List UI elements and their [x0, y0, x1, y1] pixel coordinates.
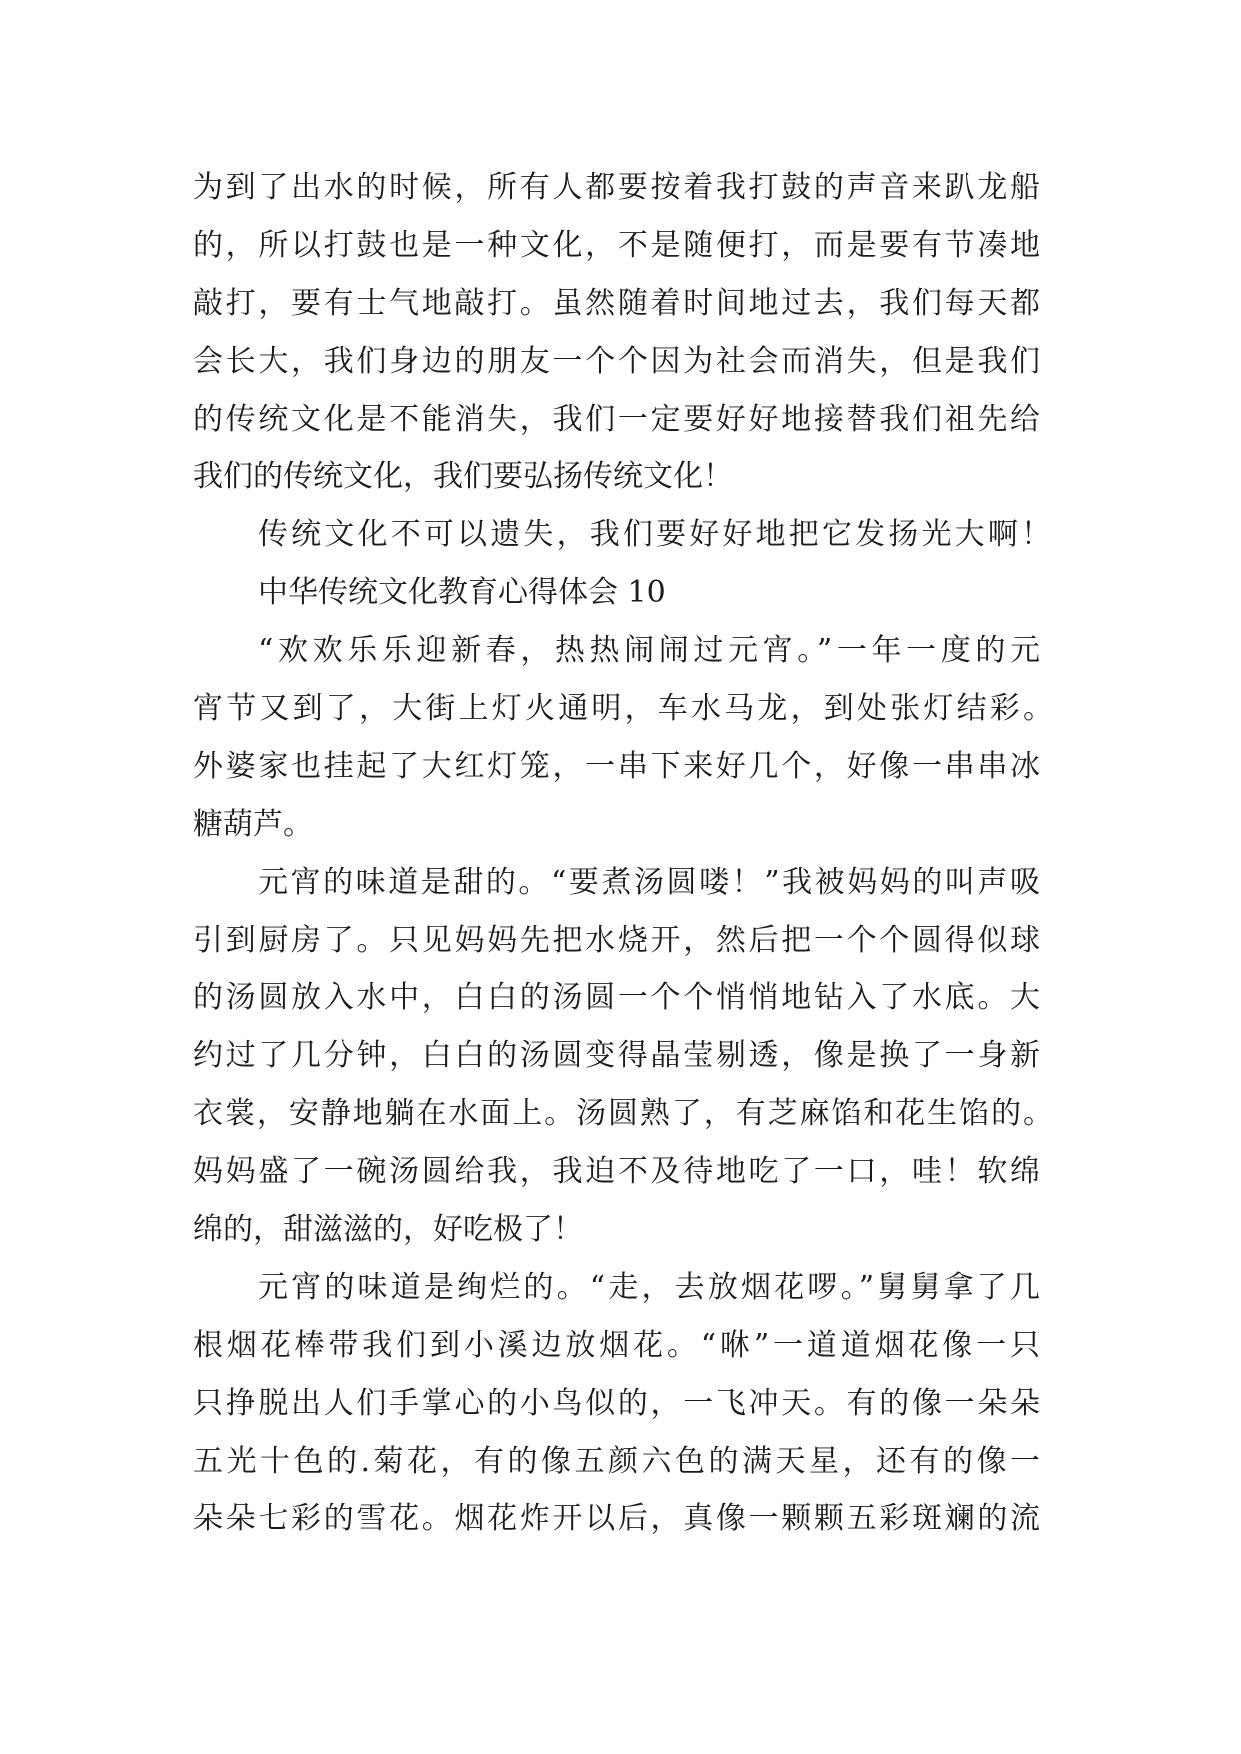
text-line: 的汤圆放入水中，白白的汤圆一个个悄悄地钻入了水底。大 — [193, 980, 1040, 1016]
text-line: 传统文化不可以遗失，我们要好好地把它发扬光大啊！ — [258, 517, 1051, 553]
text-line: 五光十色的.菊花，有的像五颜六色的满天星，还有的像一 — [193, 1443, 1040, 1479]
paragraph-intro — [193, 622, 1063, 854]
text-line: 宵节又到了，大街上灯火通明，车水马龙，到处张灯结彩。 — [193, 691, 1053, 727]
paragraph-fireworks — [193, 1259, 1063, 1548]
text-line: 约过了几分钟，白白的汤圆变得晶莹剔透，像是换了一身新 — [193, 1038, 1040, 1074]
text-line: 衣裳，安静地躺在水面上。汤圆熟了，有芝麻馅和花生馅的。 — [193, 1096, 1053, 1132]
text-line: 只挣脱出人们手掌心的小鸟似的，一飞冲天。有的像一朵朵 — [193, 1385, 1040, 1421]
text-line: 为到了出水的时候，所有人都要按着我打鼓的声音来趴龙船 — [193, 170, 1040, 205]
text-line: 敲打，要有士气地敲打。虽然随着时间地过去，我们每天都 — [193, 285, 1040, 321]
text-line: “欢欢乐乐迎新春，热热闹闹过元宵。”一年一度的元 — [258, 633, 1040, 669]
text-line: 糖葫芦。 — [193, 806, 313, 842]
text-line: 妈妈盛了一碗汤圆给我，我迫不及待地吃了一口，哇！软绵 — [193, 1154, 1040, 1190]
text-line: 的传统文化是不能消失，我们一定要好好地接替我们祖先给 — [193, 401, 1040, 437]
text-line: 元宵的味道是绚烂的。“走，去放烟花啰。”舅舅拿了几 — [258, 1269, 1040, 1305]
paragraph-conclusion — [193, 506, 1063, 564]
section-heading-text: 中华传统文化教育心得体会 10 — [258, 575, 666, 611]
text-line: 外婆家也挂起了大红灯笼，一串下来好几个，好像一串串冰 — [193, 748, 1040, 784]
text-line: 的，所以打鼓也是一种文化，不是随便打，而是要有节凑地 — [193, 227, 1040, 263]
paragraph-sweet — [193, 854, 1063, 1259]
text-line: 元宵的味道是甜的。“要煮汤圆喽！”我被妈妈的叫声吸 — [258, 864, 1040, 900]
text-line: 根烟花棒带我们到小溪边放烟花。“咻”一道道烟花像一只 — [193, 1327, 1040, 1363]
text-line: 朵朵七彩的雪花。烟花炸开以后，真像一颗颗五彩斑斓的流 — [193, 1501, 1040, 1537]
text-line: 引到厨房了。只见妈妈先把水烧开，然后把一个个圆得似球 — [193, 922, 1040, 958]
text-line: 会长大，我们身边的朋友一个个因为社会而消失，但是我们 — [193, 343, 1040, 379]
text-line: 绵的，甜滋滋的，好吃极了！ — [193, 1212, 583, 1248]
text-line: 我们的传统文化，我们要弘扬传统文化！ — [193, 459, 733, 495]
document-page — [193, 159, 1063, 1548]
section-heading — [193, 564, 1063, 622]
paragraph-continuation — [193, 159, 1063, 506]
